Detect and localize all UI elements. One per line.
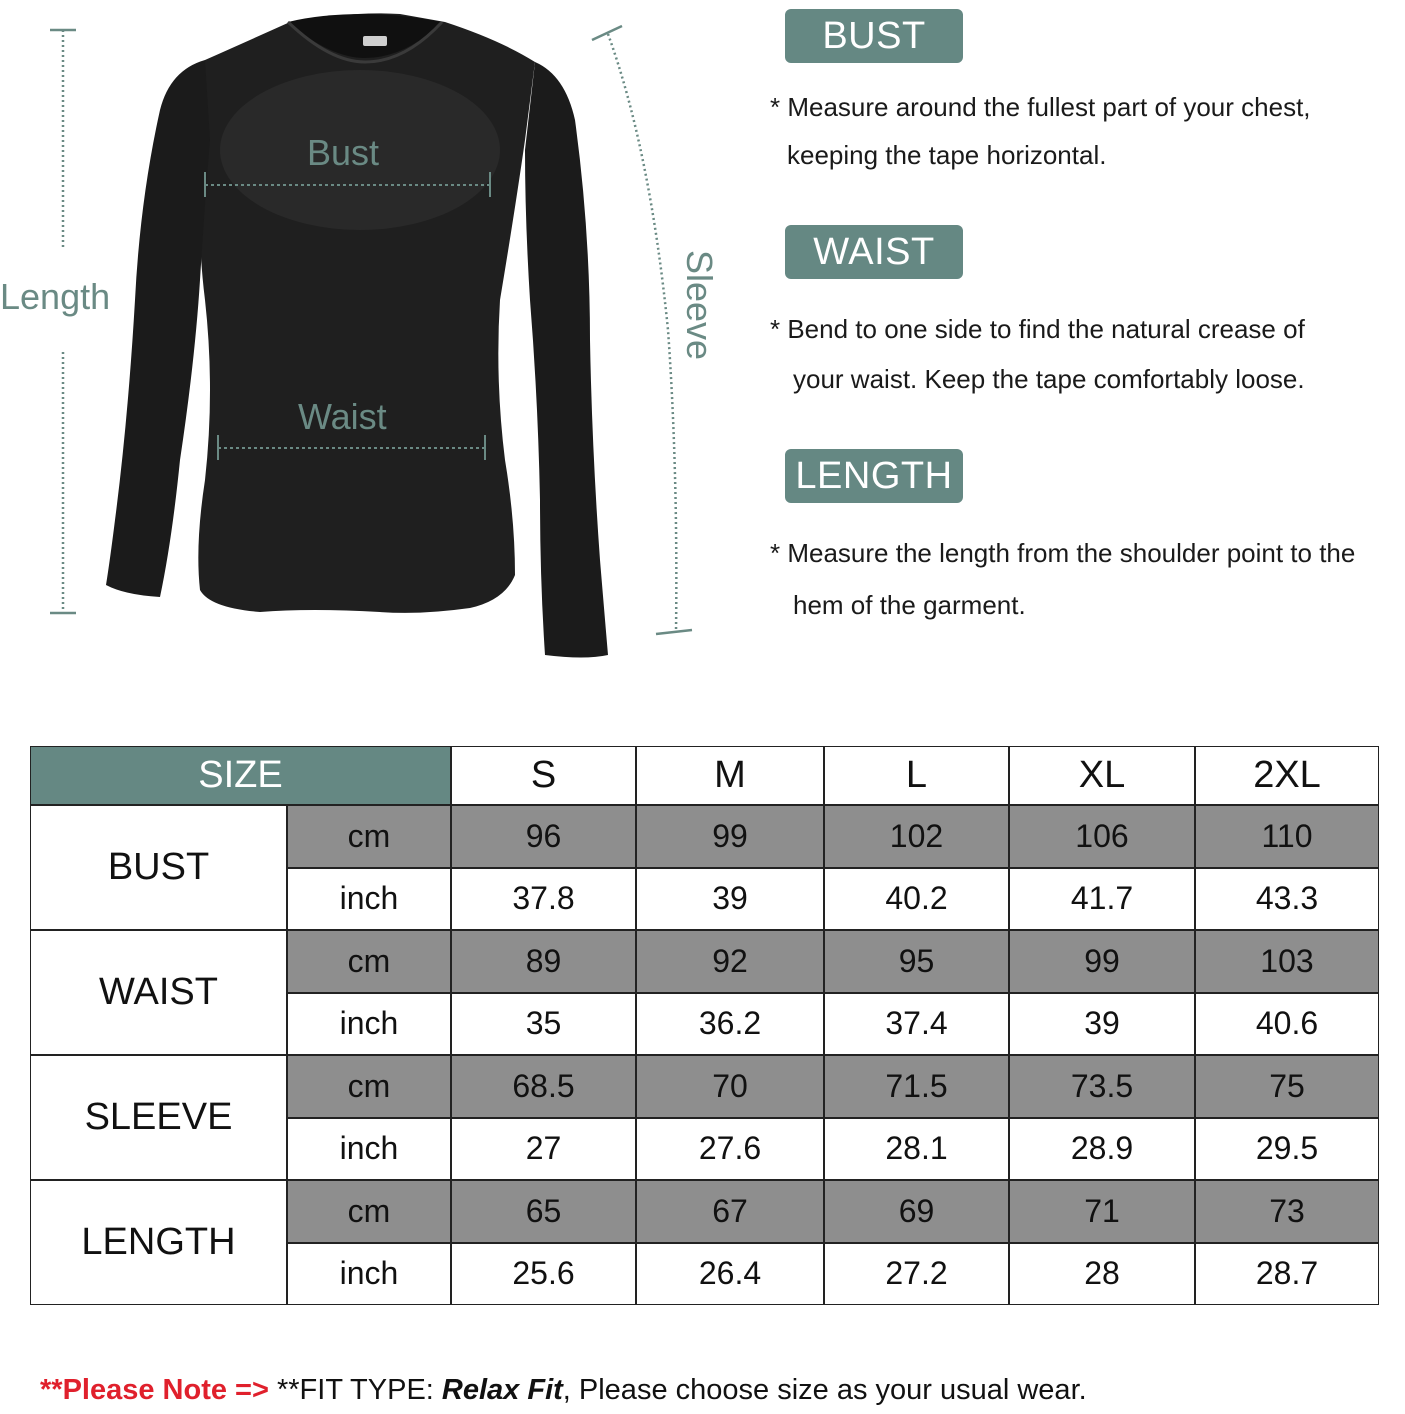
unit-label: inch [287,1243,451,1306]
table-cell: 92 [636,930,824,993]
size-column-header: 2XL [1195,746,1379,805]
unit-label: cm [287,1180,451,1243]
table-cell: 89 [451,930,636,993]
category-length: LENGTH [30,1180,287,1305]
length-instruction-line-1: * Measure the length from the shoulder point to the [770,538,1356,568]
length-label: Length [0,276,111,317]
category-sleeve: SLEEVE [30,1055,287,1180]
table-cell: 103 [1195,930,1379,993]
table-cell: 28.9 [1009,1118,1195,1181]
table-cell: 36.2 [636,993,824,1056]
table-cell: 73 [1195,1180,1379,1243]
table-cell: 99 [636,805,824,868]
waist-instruction-line-1: * Bend to one side to find the natural crease of [770,314,1305,344]
size-column-header: XL [1009,746,1195,805]
table-cell: 110 [1195,805,1379,868]
table-cell: 39 [1009,993,1195,1056]
table-cell: 28.7 [1195,1243,1379,1306]
table-cell: 73.5 [1009,1055,1195,1118]
length-measure-line [50,30,76,613]
table-cell: 40.2 [824,868,1009,931]
unit-label: inch [287,1118,451,1181]
sleeve-label: Sleeve [679,250,720,361]
category-bust: BUST [30,805,287,930]
fit-note [40,1374,1087,1407]
sleeve-measure-line [592,26,692,634]
unit-label: cm [287,930,451,993]
waist-instruction-line-2: your waist. Keep the tape comfortably loose. [793,364,1305,394]
unit-label: cm [287,1055,451,1118]
table-cell: 37.8 [451,868,636,931]
fit-note-suffix: , Please choose size as your usual wear. [562,1374,1087,1406]
table-cell: 25.6 [451,1243,636,1306]
table-cell: 75 [1195,1055,1379,1118]
bust-instruction-line-2: keeping the tape horizontal. [787,140,1107,170]
table-cell: 95 [824,930,1009,993]
table-cell: 71.5 [824,1055,1009,1118]
please-note-prefix: **Please Note => [40,1374,269,1406]
bust-label: Bust [307,132,380,173]
table-cell: 26.4 [636,1243,824,1306]
table-cell: 35 [451,993,636,1056]
table-cell: 43.3 [1195,868,1379,931]
length-instruction-line-2: hem of the garment. [793,590,1026,620]
table-cell: 96 [451,805,636,868]
size-column-header: M [636,746,824,805]
table-cell: 27 [451,1118,636,1181]
table-cell: 37.4 [824,993,1009,1056]
table-cell: 27.2 [824,1243,1009,1306]
table-cell: 27.6 [636,1118,824,1181]
table-cell: 28.1 [824,1118,1009,1181]
unit-label: inch [287,993,451,1056]
table-cell: 41.7 [1009,868,1195,931]
table-cell: 39 [636,868,824,931]
unit-label: inch [287,868,451,931]
bust-instruction-line-1: * Measure around the fullest part of your chest, [770,92,1311,122]
table-cell: 99 [1009,930,1195,993]
size-column-header: S [451,746,636,805]
table-cell: 67 [636,1180,824,1243]
waist-badge: WAIST [785,225,963,279]
table-cell: 102 [824,805,1009,868]
bust-badge: BUST [785,9,963,63]
table-cell: 69 [824,1180,1009,1243]
table-cell: 71 [1009,1180,1195,1243]
table-cell: 29.5 [1195,1118,1379,1181]
shirt-diagram [0,0,760,700]
category-waist: WAIST [30,930,287,1055]
fit-type-value: Relax Fit [441,1374,563,1406]
table-cell: 106 [1009,805,1195,868]
length-badge: LENGTH [785,449,963,503]
size-header: SIZE [30,746,451,805]
table-cell: 40.6 [1195,993,1379,1056]
table-cell: 28 [1009,1243,1195,1306]
size-column-header: L [824,746,1009,805]
table-cell: 65 [451,1180,636,1243]
fit-type-label: **FIT TYPE: [268,1374,442,1406]
shirt-illustration [106,13,608,657]
unit-label: cm [287,805,451,868]
waist-label: Waist [298,396,387,437]
table-cell: 70 [636,1055,824,1118]
table-cell: 68.5 [451,1055,636,1118]
